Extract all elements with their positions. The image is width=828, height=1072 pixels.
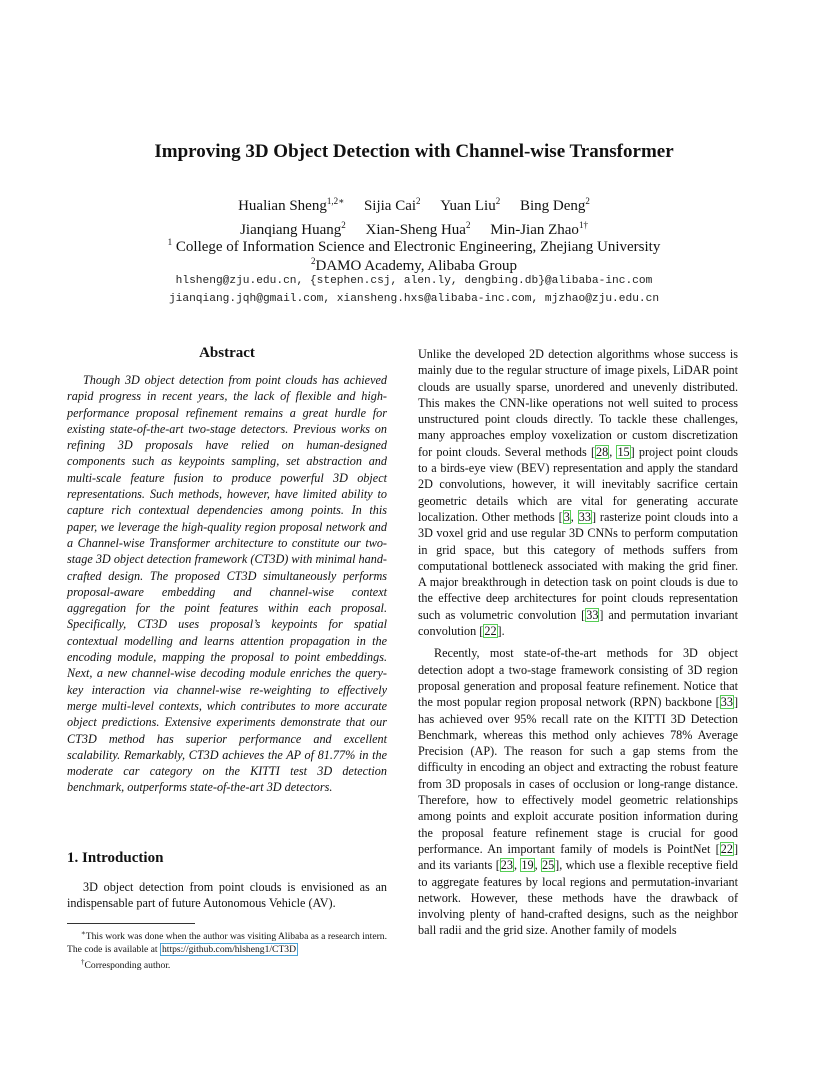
citation-link[interactable]: 28 (596, 444, 609, 459)
paragraph-text: ] project point clouds to a birds-eye view (BEV) representation and apply the standard 2D convolutions, however, it will inevitably sacrifice certain geometric details which are vital for generating accurate localization. Other methods [ (418, 444, 738, 524)
paragraph-text: ] and permutation invariant convolution [ (418, 607, 738, 639)
paragraph-text: , (570, 509, 578, 524)
paragraph-text: ]. (497, 624, 505, 639)
abstract-text: Though 3D object detection from point clouds has achieved rapid progress in recent years, the lack of flexible and high-performance proposal refinement remains a great hurdle for existing state-of-the-art two-stage detectors. Previous works on refining 3D proposals have relied on human-designed components such as keypoints sampling, set abstraction and multi-scale feature fusion to produce powerful 3D object representations. Such methods, however, have limited ability to capture rich contextual dependencies among points. In this paper, we leverage the high-quality region proposal network and a Channel-wise Transformer architecture to constitute our two-stage 3D object detection framework (CT3D) with minimal hand-crafted design. The proposed CT3D simultaneously performs proposal-aware embedding and channel-wise context aggregation for the point features within each proposal. Specifically, CT3D uses proposal’s keypoints for spatial contextual modelling and learns attention propagation in the encoding module, mapping the proposal to point embeddings. Next, a new channel-wise decoding module enriches the query-key interaction via channel-wise re-weighting to effectively merge multi-level contexts, which contributes to more accurate object predictions. Extensive experiments demonstrate that our CT3D method has superior performance and excellent scalability. Remarkably, CT3D achieves the AP of 81.77% in the moderate car category on the KITTI test 3D detection benchmark, outperforms state-of-the-art 3D detectors. (67, 373, 387, 795)
citation-link[interactable]: 3 (563, 509, 570, 524)
citation-link[interactable]: 33 (586, 607, 599, 622)
footnote-2: †Corresponding author. (81, 958, 171, 971)
citation-link[interactable]: 33 (578, 509, 591, 524)
citation-link[interactable]: 15 (617, 444, 630, 459)
citation-link[interactable]: 19 (521, 858, 534, 873)
footnote-divider (67, 923, 195, 924)
author-name: Xian-Sheng Hua$^2$ (365, 220, 471, 238)
author-line-1 (0, 192, 828, 216)
paragraph-text: Unlike the developed 2D detection algorithms whose success is mainly due to the regular structure of image pixels, LiDAR point clouds are usually sparse, unordered and unevenly distributed. This makes the CNN-like operations not well suited to process unstructured point clouds directly. To tackle these challenges, many approaches employ voxelization or custom discretization for point clouds. Several methods [ (418, 347, 738, 459)
author-name: Yuan Liu$^2$ (440, 196, 501, 214)
author-name: Bing Deng$^2$ (519, 196, 590, 214)
abstract-heading: Abstract (199, 345, 255, 361)
section-heading-introduction: 1. Introduction (67, 850, 164, 866)
paragraph-text: ] and its variants [ (418, 841, 738, 873)
author-name: Min-Jian Zhao$^{1\dagger}$ (490, 220, 588, 238)
paragraph-text: Recently, most state-of-the-art methods for 3D object detection adopt a two-stage framework consisting of 3D region proposal generation and proposal feature refinement. Notice that the most popular region proposal network (RPN) backbone [ (418, 646, 738, 710)
paragraph-text: , (609, 444, 617, 459)
affiliation-2: $^2$DAMO Academy, Alibaba Group (311, 256, 517, 274)
author-name: Jianqiang Huang$^2$ (240, 220, 346, 238)
affiliation-1: $^1$ College of Information Science and Electronic Engineering, Zhejiang University (167, 237, 661, 255)
email-line-1: hlsheng@zju.edu.cn, {stephen.csj, alen.ly, dengbing.db}@alibaba-inc.com (175, 275, 653, 287)
citation-link[interactable]: 22 (720, 841, 733, 856)
footnotes (67, 927, 387, 972)
email-line-2: jianqiang.jqh@gmail.com, xiansheng.hxs@alibaba-inc.com, mjzhao@zju.edu.cn (168, 293, 660, 305)
code-link[interactable]: https://github.com/hlsheng1/CT3D (161, 944, 297, 955)
paragraph-text: ] has achieved over 95% recall rate on the KITTI 3D Detection Benchmark, whereas this method only achieves 78% Average Precision (AP). The reason for such a gap stems from the difficulty in encoding an object and extracting the robust feature from 3D proposals in cases of occlusion or long-range distance. Therefore, how to effectively model geometric relationships among points and exploit accurate position information during the proposal feature refinement stage is crucial for good performance. An important family of models is PointNet [ (418, 695, 738, 856)
footnote-1: ∗This work was done when the author was visiting Alibaba as a research intern. The code is available at https://github.com/hlsheng1/CT3D (67, 929, 387, 955)
right-column (418, 346, 738, 939)
body-paragraph (418, 346, 738, 639)
paragraph-text: ] rasterize point clouds into a 3D voxel grid and use regular 3D CNNs to perform computation in grid space, but this category of methods suffers from computational bottleneck associated with making the grid finer. A major breakthrough in detection task on point clouds is due to the effective deep architectures for point clouds representation such as volumetric convolution [ (418, 509, 738, 622)
paragraph-text: , (513, 858, 521, 873)
intro-paragraph: 3D object detection from point clouds is envisioned as an indispensable part of future Autonomous Vehicle (AV). (67, 880, 387, 911)
abstract-section (67, 345, 387, 796)
paragraph-text: , (534, 858, 541, 873)
author-name: Hualian Sheng$^{1,2∗}$ (238, 196, 345, 214)
citation-link[interactable]: 25 (541, 858, 555, 873)
paragraph-text: ], which use a flexible receptive field to aggregate features by local regions and permutation-invariant network. However, these methods have the drawback of involving plenty of hand-crafted designs, such as the neighbor ball radii and the grid size. Another family of models (418, 858, 739, 938)
paper-title: Improving 3D Object Detection with Channel-wise Transformer (154, 141, 674, 162)
author-name: Sijia Cai$^2$ (363, 196, 421, 214)
citation-link[interactable]: 23 (500, 858, 513, 873)
body-paragraph (418, 645, 738, 938)
citation-link[interactable]: 22 (484, 624, 497, 639)
citation-link[interactable]: 33 (720, 695, 733, 710)
